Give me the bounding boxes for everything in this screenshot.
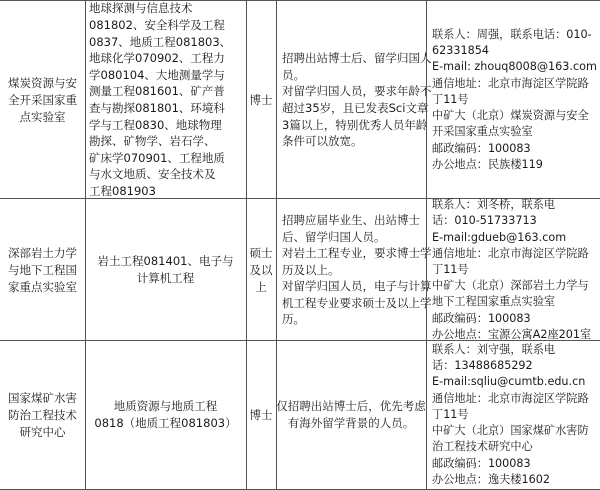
column-divider [426,341,427,489]
requirements-text: 仅招聘出站博士后，优先考虑 有海外留学背景的人员。 [276,399,426,430]
column-divider [85,1,86,199]
table-row [0,340,600,490]
degree-cell [246,1,276,199]
majors-text: 地球探测与信息技术 081802、安全科学及工程 0837、地质工程081803、 地球化学070902、工程力 学080104、大地测量学与 测量工程081601、矿产普 查与勘探081801、环境科 学与工程0830、地球物理 勘探、矿物学、岩石学、 矿床学070901、工程地质 与水文地质、安全技术及 工程081903 [89,1,232,198]
degree-cell [246,199,276,341]
lab-name-cell [0,341,85,489]
contact-text: 联系人：刘冬桥，联系电 话：010-51733713 E-mail:gdueb@163.com 通信地址：北京市海淀区学院路 丁11号 中矿大（北京）深部岩土力学与 地下工程国家重点实验室 邮政编码：100083 办公地点：宝源公寓A2座201室 [432,198,592,341]
column-divider [276,199,277,341]
requirements-text: 招聘应届毕业生、出站博士 后、留学归国人员。 对岩土工程专业，要求博士学 历及以上。 对留学归国人员，电子与计算 机工程专业要求硕士及以上学 历。 [282,212,432,327]
column-divider [276,1,277,199]
lab-name: 煤炭资源与安 全开采国家重 点实验室 [8,75,77,124]
contact-cell [426,1,600,199]
degree-cell [246,341,276,489]
requirements-text: 招聘出站博士后、留学归国人 员。 对留学归国人员，要求年龄不 超过35岁，且已发表Sci文章 3篇以上，特别优秀人员年龄 条件可以放宽。 [282,51,432,149]
column-divider [85,199,86,341]
column-divider [246,199,247,341]
requirements-cell [276,1,432,199]
requirements-cell [276,341,426,489]
column-divider [85,341,86,489]
lab-name-cell [0,199,85,341]
column-divider [276,341,277,489]
table-row [0,0,600,199]
majors-text: 地质资源与地质工程 0818（地质工程081803） [94,399,237,430]
column-divider [426,199,427,341]
column-divider [426,1,427,199]
contact-text: 联系人：刘守强，联系电 话：13488685292 E-mail:sqliu@cumtb.edu.cn 通信地址：北京市海淀区学院路 丁11号 中矿大（北京）国家煤矿水害防 治工程技术研究中心 邮政编码：100083 办公地点：逸夫楼1602 [432,343,589,486]
lab-name: 国家煤矿水害 防治工程技术 研究中心 [8,390,77,439]
majors-text: 岩土工程081401、电子与 计算机工程 [97,254,234,285]
contact-cell [426,341,600,489]
lab-name: 深部岩土力学 与地下工程国 家重点实验室 [8,245,77,294]
contact-cell [426,199,600,341]
majors-cell [85,199,246,341]
table-row [0,198,600,341]
contact-text: 联系人：周强，联系电话：010- 62331854 E-mail: zhouq8008@163.com 通信地址：北京市海淀区学院路 丁11号 中矿大（北京）煤炭资源与安全 开采国家重点实验室 邮政编码：100083 办公地点：民族楼119 [432,28,597,171]
degree-text: 博士 [249,92,273,107]
requirements-cell [276,199,432,341]
column-divider [246,341,247,489]
column-divider [246,1,247,199]
majors-cell [85,1,246,199]
degree-text: 博士 [249,407,273,422]
majors-cell [85,341,246,489]
degree-text: 硕士 及以 上 [249,245,273,294]
lab-name-cell [0,1,85,199]
